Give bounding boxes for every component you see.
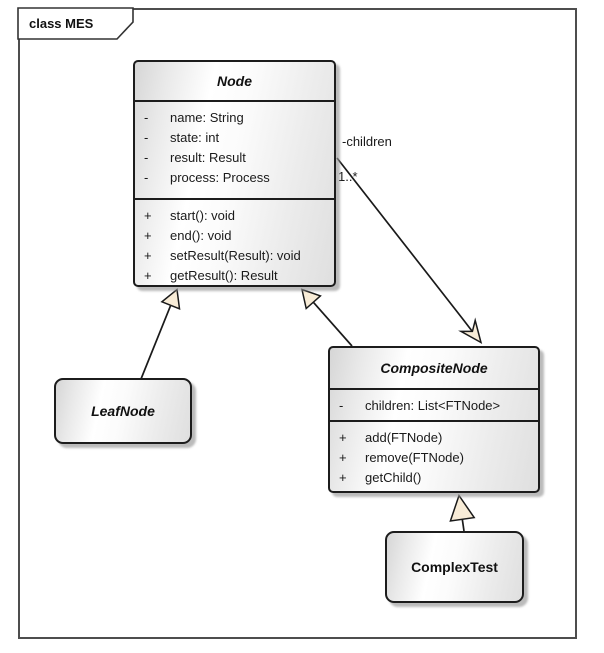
diagram-frame-label: class MES	[29, 16, 94, 31]
visibility-symbol: -	[339, 398, 344, 413]
generalization-complextest-compositenode-arrowhead	[450, 496, 474, 522]
generalization-compositenode-node-line[interactable]	[313, 302, 352, 346]
visibility-symbol: +	[144, 268, 152, 283]
attribute-text: result: Result	[170, 150, 246, 165]
class-title-compositenode: CompositeNode	[380, 360, 488, 376]
association-children-line[interactable]	[337, 158, 472, 331]
class-box-leafnode[interactable]	[54, 378, 192, 444]
method-row	[135, 266, 334, 283]
generalization-leafnode-node-line[interactable]	[141, 305, 171, 379]
visibility-symbol: +	[144, 228, 152, 243]
method-text: add(FTNode)	[365, 430, 443, 445]
visibility-symbol: -	[144, 130, 149, 145]
visibility-symbol: -	[144, 110, 149, 125]
visibility-symbol: +	[144, 248, 152, 263]
compositenode-methods-compartment	[330, 420, 538, 491]
class-title-node: Node	[217, 73, 252, 89]
class-box-compositenode[interactable]	[328, 346, 540, 493]
method-text: getResult(): Result	[170, 268, 278, 283]
attribute-row	[135, 168, 334, 188]
attribute-text: process: Process	[170, 170, 270, 185]
method-row	[135, 206, 334, 226]
generalization-complextest-compositenode-line[interactable]	[462, 519, 464, 531]
node-methods-compartment	[135, 198, 334, 283]
attribute-text: children: List<FTNode>	[365, 398, 501, 413]
visibility-symbol: -	[144, 150, 149, 165]
visibility-symbol: +	[339, 450, 347, 465]
method-row	[135, 226, 334, 246]
association-multiplicity-label: 1..*	[338, 169, 358, 184]
visibility-symbol: +	[339, 470, 347, 485]
method-row	[135, 246, 334, 266]
class-title-leafnode: LeafNode	[91, 403, 155, 419]
attribute-text: name: String	[170, 110, 244, 125]
visibility-symbol: +	[144, 208, 152, 223]
visibility-symbol: -	[144, 170, 149, 185]
generalization-compositenode-node-arrowhead	[302, 290, 320, 309]
class-box-node[interactable]	[133, 60, 336, 287]
association-role-label: -children	[342, 134, 392, 149]
method-text: start(): void	[170, 208, 236, 223]
attribute-row	[330, 396, 538, 416]
attribute-row	[135, 128, 334, 148]
method-row	[330, 448, 538, 468]
attribute-row	[135, 148, 334, 168]
method-row	[330, 428, 538, 448]
compositenode-attributes-compartment	[330, 388, 538, 420]
association-children-arrowhead	[461, 320, 481, 342]
attribute-text: state: int	[170, 130, 220, 145]
visibility-symbol: +	[339, 430, 347, 445]
node-attributes-compartment	[135, 100, 334, 198]
method-text: setResult(Result): void	[170, 248, 301, 263]
method-row	[330, 468, 538, 488]
method-text: remove(FTNode)	[365, 450, 464, 465]
generalization-leafnode-node-arrowhead	[162, 290, 180, 309]
class-title-complextest: ComplexTest	[411, 559, 498, 575]
method-text: end(): void	[170, 228, 232, 243]
attribute-row	[135, 108, 334, 128]
class-box-complextest[interactable]	[385, 531, 524, 603]
method-text: getChild()	[365, 470, 422, 485]
